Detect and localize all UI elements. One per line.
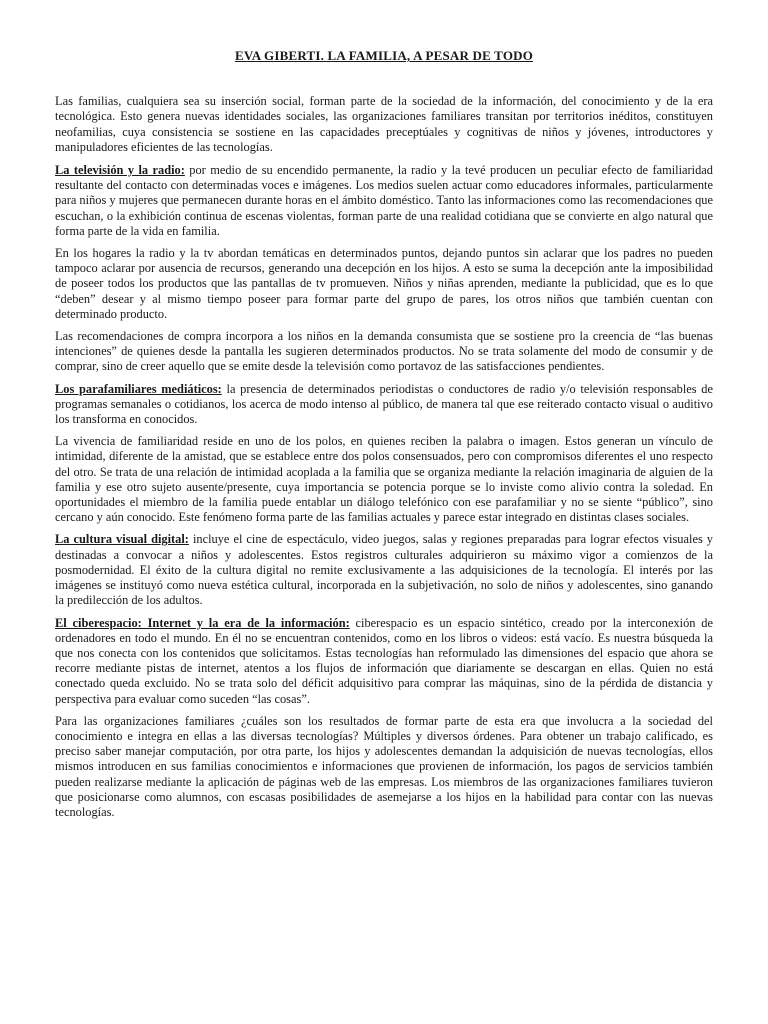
cultura-heading: La cultura visual digital:	[55, 532, 189, 547]
parafamiliares-heading: Los parafamiliares mediáticos:	[55, 381, 222, 396]
tv-radio-heading: La televisión y la radio:	[55, 163, 185, 178]
ciberespacio-heading: El ciberespacio: Internet y la era de la información:	[55, 615, 350, 630]
tv-radio-text: por medio de su encendido permanente, la radio y la tevé producen un peculiar efecto de familiaridad resultante del contacto con determinadas voces e imágenes. Los medios suelen actuar como educadores informales, particularmente para niños y mujeres que permanecen durante horas en el ámbito doméstico. Tanto las informaciones como las recomendaciones que escuchan, o la exhibición continua de escenas violentas, forman parte de una realidad cotidiana que se convierte en algo natural que forma parte de la vida en familia.	[55, 163, 713, 238]
parafamiliares-paragraph	[55, 382, 713, 428]
ciberespacio-paragraph	[55, 616, 713, 707]
document-page	[55, 48, 713, 827]
ciberespacio-text: ciberespacio es un espacio sintético, creado por la interconexión de ordenadores en todo el mundo. En él no se encuentran contenidos, como en los libros o videos: está vacío. Es nuestra búsqueda la que nos conecta con los contenidos que solicitamos. Estas tecnologías han reformulado las dimensiones del espacio que ahora se recorre mediante pistas de internet, atentos a los flujos de información que diariamente se descargan en ellas. Quien no está conectado queda excluido. No se trata solo del déficit adquisitivo para comprar las máquinas, sino de la pérdida de distancia y perspectiva para evaluar como suceden “las cosas”.	[55, 615, 713, 706]
parafamiliares-text: la presencia de determinados periodistas o conductores de radio y/o televisión responsables de programas semanales o cotidianos, los acerca de modo intenso al público, de manera tal que ese reiterado contacto visual o auditivo los transforma en conocidos.	[55, 381, 713, 427]
hogares-paragraph: En los hogares la radio y la tv abordan temáticas en determinados puntos, dejando puntos sin aclarar que los padres no pueden tampoco aclarar por ausencia de recursos, generando una decepción en los hijos. A esto se suma la decepción ante la imposibilidad de poseer todos los productos que las pantallas de tv promueven. Niños y niñas aprenden, mediante la publicidad, que es lo que “deben” desear y al mismo tiempo poseer para formar parte del grupo de pares, los otros niños que también cuentan con determinado producto.	[55, 246, 713, 321]
document-title: EVA GIBERTI. LA FAMILIA, A PESAR DE TODO	[234, 48, 534, 63]
intro-paragraph: Las familias, cualquiera sea su inserción social, forman parte de la sociedad de la información, del conocimiento y de la era tecnológica. Esto genera nuevas identidades sociales, las organizaciones familiares transitan por territorios inéditos, constituyen neofamilias, cuya consistencia se sostiene en las capacidades preceptúales y cognitivas de niños y jóvenes, introductores y manipuladores eficientes de las tecnologías.	[55, 94, 713, 154]
cultura-text: incluye el cine de espectáculo, video juegos, salas y regiones preparadas para lograr efectos visuales y destinadas a convocar a niños y adolescentes. Estos registros culturales adquirieron su máximo vigor a comienzos de la posmodernidad. El éxito de la cultura digital no remite exclusivamente a las adquisiciones de la tecnología. El interés por las imágenes se instituyó como nueva estética cultural, incorporada en la subjetivación, no solo de niños y adolescentes, sino ganando la predilección de los adultos.	[55, 532, 713, 608]
organizaciones-paragraph: Para las organizaciones familiares ¿cuáles son los resultados de formar parte de esta era que involucra a la sociedad del conocimiento e integra en ellas a las diversas tecnologías? Múltiples y diversos órdenes. Para obtener un trabajo calificado, es preciso saber manejar computación, por otra parte, los hijos y adolescentes demandan la adquisición de nuevas tecnologías, ellos mismos introducen en sus familias conocimientos e informaciones que provienen de información, los pagos de servicios también pueden realizarse mediante la aplicación de páginas web de las empresas. Los miembros de las organizaciones familiares tuvieron que posicionarse como alumnos, con escasas posibilidades de asemejarse a los hijos en la habilidad para contar con las nuevas tecnologías.	[55, 713, 713, 819]
vivencia-paragraph: La vivencia de familiaridad reside en uno de los polos, en quienes reciben la palabra o imagen. Estos generan un vínculo de intimidad, diferente de la amistad, que se establece entre dos polos consensuados, pero con compromisos diferentes el uno respecto del otro. Se trata de una relación de intimidad acoplada a la familia que se organiza mediante la relación imaginaria de alguien de la familia y ese otro sujeto ausente/presente, cuya importancia se potencia porque se lo inviste como alivio contra la soledad. En oportunidades el miembro de la familia puede entablar un diálogo telefónico con ese parafamiliar y no se siente “público”, sino cercano y aún conocido. Este fenómeno forma parte de las familias actuales y parece estar integrado en distintas clases sociales.	[55, 434, 713, 525]
recomendaciones-paragraph: Las recomendaciones de compra incorpora a los niños en la demanda consumista que se sostiene pro la creencia de “las buenas intenciones” de quienes desde la pantalla les sugieren determinados productos. No se trata solamente del modo de consumir y de comprar, sino de creer aquello que se emite desde la televisión como portavoz de las satisfacciones pendientes.	[55, 329, 713, 374]
cultura-paragraph	[55, 532, 713, 608]
tv-radio-paragraph	[55, 163, 713, 239]
